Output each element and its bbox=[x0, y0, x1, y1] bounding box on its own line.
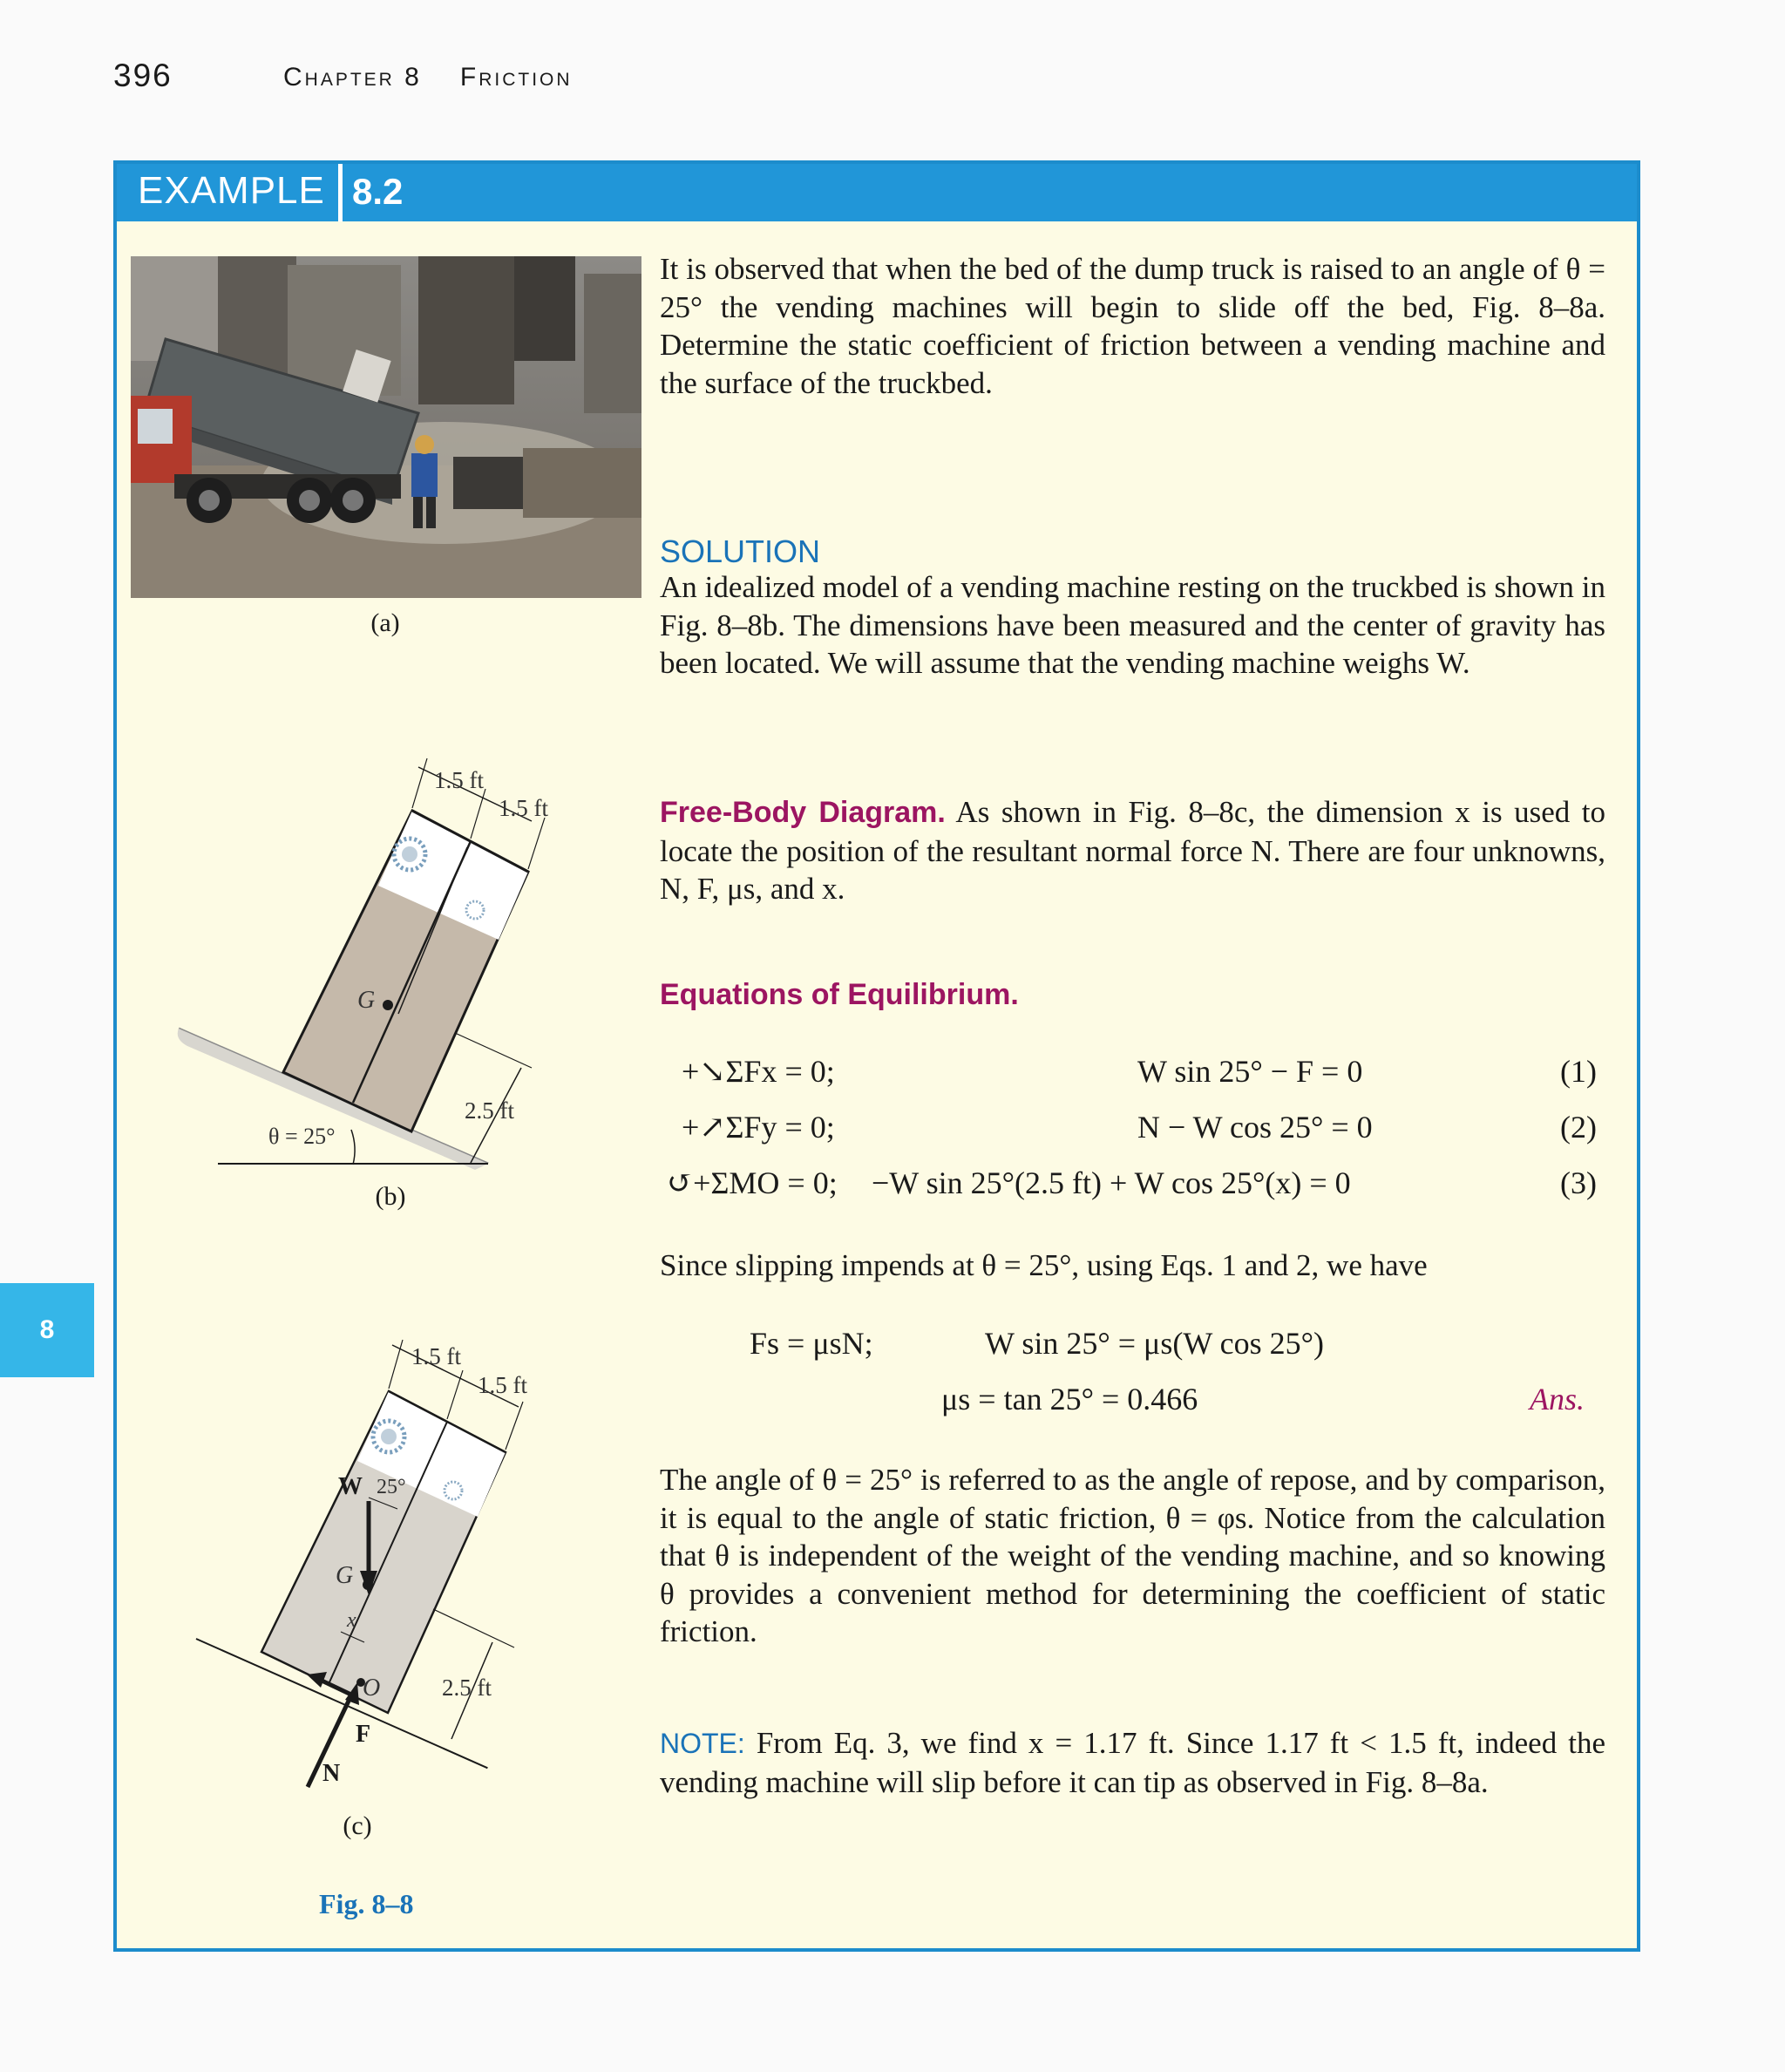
g-label-b: G bbox=[357, 987, 376, 1014]
solution-heading: SOLUTION bbox=[660, 533, 821, 569]
figure-label: Fig. 8–8 bbox=[319, 1888, 414, 1919]
g-label-c: G bbox=[336, 1562, 354, 1589]
example-word: EXAMPLE bbox=[138, 169, 325, 212]
equation-3-rhs: −W sin 25°(2.5 ft) + W cos 25°(x) = 0 bbox=[872, 1165, 1351, 1200]
equation-1-lhs: +↘ΣFx = 0; bbox=[682, 1054, 835, 1089]
f-label-c: F bbox=[356, 1721, 371, 1748]
o-label-c: O bbox=[363, 1675, 381, 1702]
running-head bbox=[283, 63, 611, 92]
free-body-paragraph bbox=[660, 793, 1605, 908]
dim-height-c: 2.5 ft bbox=[442, 1675, 492, 1701]
x-label-c: x bbox=[347, 1609, 356, 1632]
solution-paragraph: An idealized model of a vending machine resting on the truckbed is shown in Fig. 8–8b. The dimensions have been measured and the center of gravity has been located. We will assume that the vending machine weighs W. bbox=[660, 570, 1605, 680]
free-body-text: As shown in Fig. 8–8c, the dimension x is used to locate the position of the resultant normal force N. There are four unknowns, N, F, μs, and x. bbox=[660, 795, 1605, 906]
note-paragraph bbox=[660, 1724, 1605, 1801]
equilibrium-heading: Equations of Equilibrium. bbox=[660, 978, 1019, 1011]
free-body-heading: Free-Body Diagram. bbox=[660, 796, 946, 829]
answer-label: Ans. bbox=[1530, 1382, 1585, 1416]
equation-3-lhs: ↺+ΣMO = 0; bbox=[667, 1165, 838, 1200]
friction-equation-rhs: W sin 25° = μs(W cos 25°) bbox=[985, 1326, 1325, 1361]
chapter-title: Friction bbox=[459, 63, 573, 92]
equation-2-lhs: +↗ΣFy = 0; bbox=[682, 1110, 835, 1145]
equation-1-rhs: W sin 25° − F = 0 bbox=[1137, 1054, 1363, 1089]
caption-b: (b) bbox=[375, 1182, 406, 1211]
angle-label-c: 25° bbox=[377, 1476, 406, 1498]
mu-result: μs = tan 25° = 0.466 bbox=[941, 1382, 1198, 1416]
caption-a: (a) bbox=[370, 608, 400, 637]
repose-paragraph: The angle of θ = 25° is referred to as the angle of repose, and by comparison, it is equal to the angle of static friction, θ = φs. Notice from the calculation that θ is independent of the weight of the vending machine, and so knowing θ provides a convenient method for determining the coefficient of static friction. bbox=[660, 1463, 1605, 1648]
figure-c bbox=[174, 1334, 558, 1796]
angle-label-b: θ = 25° bbox=[268, 1124, 336, 1149]
n-label-c: N bbox=[322, 1760, 341, 1787]
dim-top-left-b: 1.5 ft bbox=[434, 767, 484, 793]
note-heading: NOTE: bbox=[660, 1728, 745, 1759]
example-separator bbox=[338, 164, 343, 221]
chapter-label: Chapter 8 bbox=[283, 63, 422, 92]
dim-top-left-c: 1.5 ft bbox=[411, 1343, 461, 1369]
dim-top-right-c: 1.5 ft bbox=[478, 1372, 527, 1398]
equation-1-number: (1) bbox=[1560, 1054, 1597, 1089]
figure-b bbox=[166, 750, 575, 1177]
note-text: From Eq. 3, we find x = 1.17 ft. Since 1.17 ft < 1.5 ft, indeed the vending machine will slip before it can tip as observed in Fig. 8–8a. bbox=[660, 1726, 1606, 1799]
friction-equation-lhs: Fs = μsN; bbox=[750, 1326, 873, 1361]
dim-top-right-b: 1.5 ft bbox=[499, 795, 548, 821]
problem-statement: It is observed that when the bed of the dump truck is raised to an angle of θ = 25° the vending machines will begin to slide off the bed, Fig. 8–8a. Determine the static coefficient of friction between a vending machine and the surface of the truckbed. bbox=[660, 252, 1605, 400]
caption-c: (c) bbox=[343, 1811, 372, 1840]
chapter-tab: 8 bbox=[0, 1283, 94, 1377]
since-text: Since slipping impends at θ = 25°, using Eqs. 1 and 2, we have bbox=[660, 1248, 1428, 1282]
equation-3-number: (3) bbox=[1560, 1165, 1597, 1200]
example-header bbox=[117, 164, 1637, 221]
equation-2-rhs: N − W cos 25° = 0 bbox=[1137, 1110, 1373, 1145]
example-number: 8.2 bbox=[352, 171, 404, 212]
dim-height-b: 2.5 ft bbox=[465, 1097, 514, 1124]
equation-2-number: (2) bbox=[1560, 1110, 1597, 1145]
page-number: 396 bbox=[113, 58, 173, 93]
w-label-c: W bbox=[338, 1473, 363, 1500]
dump-truck-photo bbox=[131, 256, 641, 598]
